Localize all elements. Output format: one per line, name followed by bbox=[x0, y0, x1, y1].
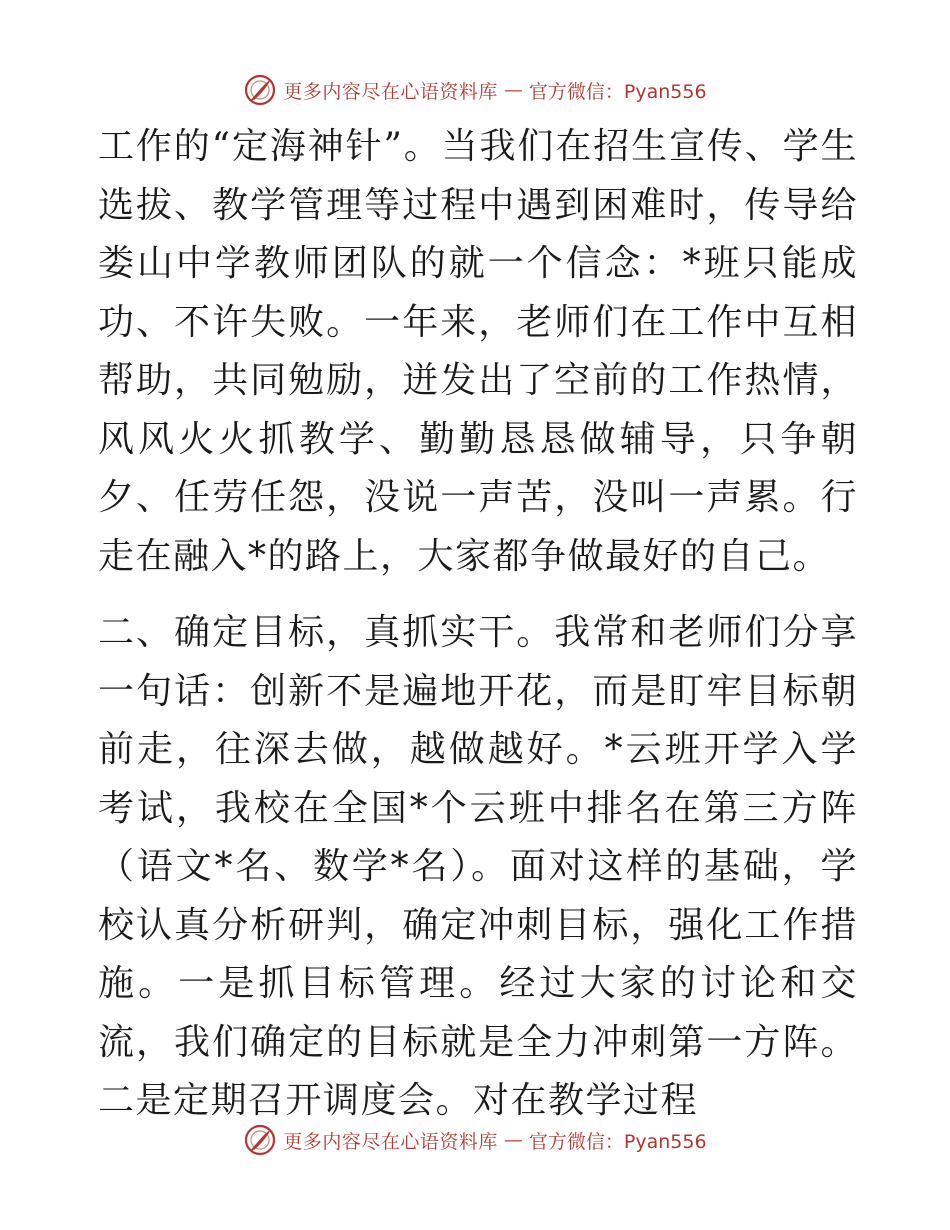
footer-separator: — bbox=[503, 1129, 523, 1151]
paragraph-1: 工作的“定海神针”。当我们在招生宣传、学生选拔、教学管理等过程中遇到困难时，传导给娄山中学教师团队的就一个信念：*班只能成功、不许失败。一年来，老师们在工作中互相帮助，共同勉励，迸发出了空前的工作热情，风风火火抓教学、勤勤恳恳做辅导，只争朝夕、任劳任怨，没说一声苦，没叫一声累。行走在融入*的路上，大家都争做最好的自己。 bbox=[98, 126, 858, 577]
header-banner bbox=[0, 70, 950, 110]
document-body bbox=[98, 118, 858, 1131]
header-banner-text: 更多内容尽在心语资料库 bbox=[283, 80, 498, 103]
feather-logo-icon bbox=[243, 73, 277, 107]
feather-logo-icon bbox=[243, 1123, 277, 1157]
header-separator: — bbox=[503, 79, 523, 101]
footer-banner bbox=[0, 1120, 950, 1160]
footer-banner-text: 更多内容尽在心语资料库 bbox=[283, 1130, 498, 1153]
footer-contact: 官方微信：Pyan556 bbox=[528, 1130, 707, 1153]
paragraph-2: 二、确定目标，真抓实干。我常和老师们分享一句话：创新不是遍地开花，而是盯牢目标朝前走，往深去做，越做越好。*云班开学入学考试，我校在全国*个云班中排名在第三方阵（语文*名、数学*名）。面对这样的基础，学校认真分析研判，确定冲刺目标，强化工作措施。一是抓目标管理。经过大家的讨论和交流，我们确定的目标就是全力冲刺第一方阵。二是定期召开调度会。对在教学过程 bbox=[98, 612, 858, 1121]
header-contact: 官方微信：Pyan556 bbox=[528, 80, 707, 103]
